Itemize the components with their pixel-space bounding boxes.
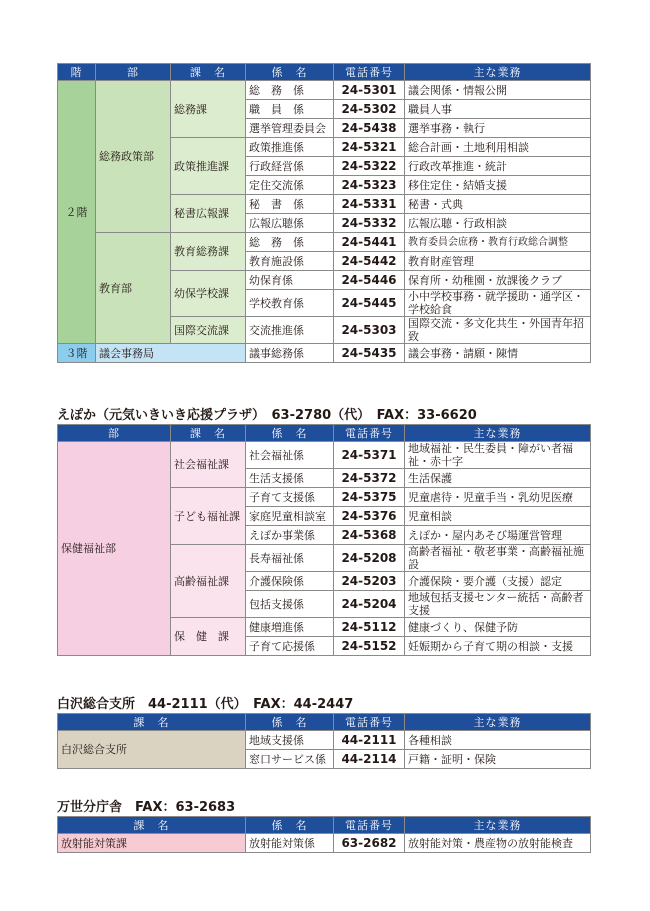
task-cell: 妊娠期から子育て期の相談・支援 [405,637,591,656]
phone-cell: 24-5371 [334,442,405,469]
header-phone: 電話番号 [334,64,405,81]
task-cell: えぽか・屋内あそび場運営管理 [405,526,591,545]
phone-cell: 24-5303 [334,317,405,344]
phone-cell: 24-5332 [334,214,405,233]
task-cell: 議会事務・請願・陳情 [405,344,591,363]
division-cell: 放射能対策課 [58,834,246,853]
dept-cell: 保健福祉部 [58,442,171,656]
phone-cell: 24-5372 [334,469,405,488]
task-cell: 放射能対策・農産物の放射能検査 [405,834,591,853]
division-cell: 教育総務課 [171,233,246,271]
section-cell: 議事総務係 [246,344,334,363]
table-header-row [58,714,591,731]
header-floor: 階 [58,64,96,81]
header-section: 係 名 [246,64,334,81]
phone-cell: 24-5203 [334,572,405,591]
section-cell: 幼保育係 [246,271,334,290]
table-row [58,834,591,853]
floor-cell: ３階 [58,344,96,363]
header-division: 課 名 [171,425,246,442]
dept-cell: 議会事務局 [96,344,246,363]
phone-cell: 24-5301 [334,81,405,100]
section-cell: 地域支援係 [246,731,334,750]
section-cell: 定住交流係 [246,176,334,195]
section-cell: 社会福祉係 [246,442,334,469]
phone-cell: 63-2682 [334,834,405,853]
header-task: 主な業務 [405,817,591,834]
phone-cell: 24-5322 [334,157,405,176]
section-cell: 広報広聴係 [246,214,334,233]
section-cell: えぽか事業係 [246,526,334,545]
header-division: 課 名 [171,64,246,81]
task-cell: 秘書・式典 [405,195,591,214]
division-cell: 白沢総合支所 [58,731,246,769]
section-cell: 長寿福祉係 [246,545,334,572]
manze-section-title: 万世分庁舎 FAX：63-2683 [57,800,236,815]
phone-cell: 44-2114 [334,750,405,769]
task-cell: 保育所・幼稚園・放課後クラブ [405,271,591,290]
division-cell: 保 健 課 [171,618,246,656]
header-division: 課 名 [58,714,246,731]
division-cell: 政策推進課 [171,138,246,195]
phone-cell: 24-5445 [334,290,405,317]
phone-cell: 24-5112 [334,618,405,637]
task-cell: 選挙事務・執行 [405,119,591,138]
header-dept: 部 [58,425,171,442]
floor-cell: ２階 [58,81,96,344]
section-cell: 教育施設係 [246,252,334,271]
task-cell: 各種相談 [405,731,591,750]
section-cell: 放射能対策係 [246,834,334,853]
phone-cell: 24-5331 [334,195,405,214]
section-cell: 秘 書 係 [246,195,334,214]
table-row [58,731,591,750]
task-cell: 議会関係・情報公開 [405,81,591,100]
section-cell: 介護保険係 [246,572,334,591]
task-cell: 高齢者福祉・敬老事業・高齢福祉施設 [405,545,591,572]
table-header-row [58,425,591,442]
task-cell: 行政改革推進・統計 [405,157,591,176]
header-section: 係 名 [246,425,334,442]
task-cell: 総合計画・土地利用相談 [405,138,591,157]
phone-cell: 24-5446 [334,271,405,290]
task-cell: 児童虐待・児童手当・乳幼児医療 [405,488,591,507]
phone-cell: 24-5435 [334,344,405,363]
section-cell: 包括支援係 [246,591,334,618]
division-cell: 国際交流課 [171,317,246,344]
phone-cell: 24-5441 [334,233,405,252]
header-dept: 部 [96,64,171,81]
task-cell: 教育委員会庶務・教育行政総合調整 [405,233,591,252]
task-cell: 地域包括支援センター統括・高齢者支援 [405,591,591,618]
section-cell: 子育て支援係 [246,488,334,507]
dept-cell: 教育部 [96,233,171,344]
header-phone: 電話番号 [334,425,405,442]
header-section: 係 名 [246,714,334,731]
section-cell: 窓口サービス係 [246,750,334,769]
section-cell: 学校教育係 [246,290,334,317]
table-row [58,344,591,363]
phone-cell: 24-5442 [334,252,405,271]
phone-cell: 44-2111 [334,731,405,750]
task-cell: 職員人事 [405,100,591,119]
phone-cell: 24-5438 [334,119,405,138]
task-cell: 児童相談 [405,507,591,526]
section-cell: 総 務 係 [246,81,334,100]
header-task: 主な業務 [405,425,591,442]
task-cell: 介護保険・要介護（支援）認定 [405,572,591,591]
task-cell: 地域福祉・民生委員・障がい者福祉・赤十字 [405,442,591,469]
phone-cell: 24-5323 [334,176,405,195]
division-cell: 子ども福祉課 [171,488,246,545]
phone-cell: 24-5302 [334,100,405,119]
shirasawa-section-title: 白沢総合支所 44-2111（代） FAX：44-2447 [57,697,354,712]
manze-table [57,816,591,853]
table-row [58,442,591,469]
task-cell: 広報広聴・行政相談 [405,214,591,233]
header-task: 主な業務 [405,64,591,81]
task-cell: 教育財産管理 [405,252,591,271]
section-cell: 総 務 係 [246,233,334,252]
section-cell: 交流推進係 [246,317,334,344]
task-cell: 移住定住・結婚支援 [405,176,591,195]
dept-cell: 総務政策部 [96,81,171,233]
task-cell: 小中学校事務・就学援助・通学区・学校給食 [405,290,591,317]
header-phone: 電話番号 [334,817,405,834]
division-cell: 高齢福祉課 [171,545,246,618]
phone-cell: 24-5208 [334,545,405,572]
task-cell: 生活保護 [405,469,591,488]
task-cell: 戸籍・証明・保険 [405,750,591,769]
header-division: 課 名 [58,817,246,834]
division-cell: 総務課 [171,81,246,138]
phone-cell: 24-5321 [334,138,405,157]
header-task: 主な業務 [405,714,591,731]
task-cell: 健康づくり、保健予防 [405,618,591,637]
division-cell: 秘書広報課 [171,195,246,233]
section-cell: 行政経営係 [246,157,334,176]
table-header-row [58,64,591,81]
header-phone: 電話番号 [334,714,405,731]
section-cell: 職 員 係 [246,100,334,119]
section-cell: 家庭児童相談室 [246,507,334,526]
section-cell: 健康増進係 [246,618,334,637]
phone-cell: 24-5375 [334,488,405,507]
epoka-section-title: えぽか（元気いきいき応援プラザ） 63-2780（代） FAX：33-6620 [57,408,477,423]
section-cell: 生活支援係 [246,469,334,488]
phone-cell: 24-5152 [334,637,405,656]
phone-cell: 24-5204 [334,591,405,618]
shirasawa-table [57,713,591,769]
table-row [58,233,591,252]
epoka-table [57,424,591,656]
division-cell: 社会福祉課 [171,442,246,488]
section-cell: 子育て応援係 [246,637,334,656]
section-cell: 選挙管理委員会 [246,119,334,138]
section-cell: 政策推進係 [246,138,334,157]
header-section: 係 名 [246,817,334,834]
phone-cell: 24-5368 [334,526,405,545]
table-row [58,81,591,100]
table-header-row [58,817,591,834]
phone-cell: 24-5376 [334,507,405,526]
task-cell: 国際交流・多文化共生・外国青年招致 [405,317,591,344]
main-directory-table [57,63,591,363]
division-cell: 幼保学校課 [171,271,246,317]
